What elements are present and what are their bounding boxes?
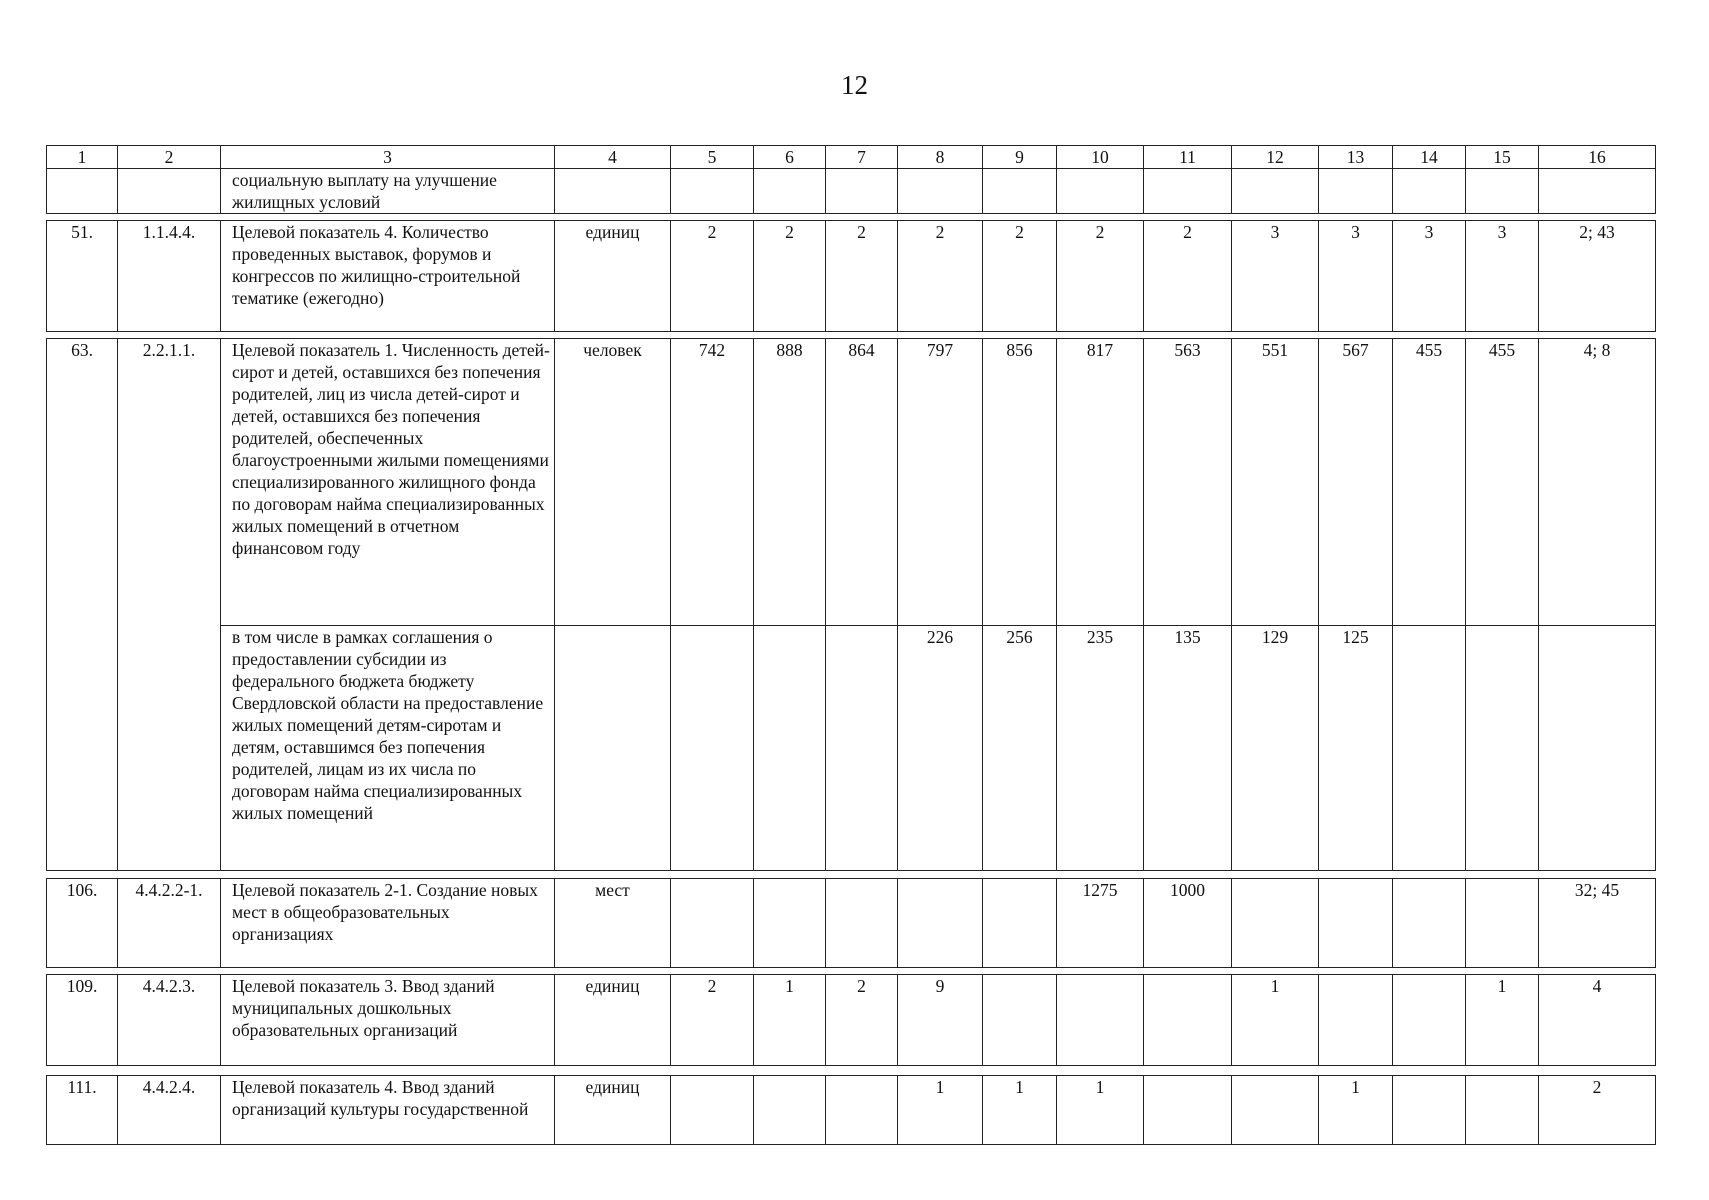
value-cell — [1466, 626, 1539, 871]
row-num: 111. — [47, 1076, 118, 1145]
row-unit: единиц — [555, 221, 671, 332]
row-reference: 2; 43 — [1539, 221, 1656, 332]
value-cell: 1000 — [1144, 879, 1232, 968]
row-code: 2.2.1.1. — [118, 339, 221, 871]
value-cell: 3 — [1393, 221, 1466, 332]
subrow-description: в том числе в рамках соглашения о предоставлении субсидии из федерального бюджета бюджету Свердловской области на предоставление жилых помещений детям-сиротам и детям, оставшимся без попечения родителей, лицам из их числа по договорам найма специализированных жилых помещений — [221, 626, 555, 871]
value-cell — [754, 879, 826, 968]
value-cell: 888 — [754, 339, 826, 626]
value-cell: 135 — [1144, 626, 1232, 871]
subrow-unit — [555, 626, 671, 871]
table-row — [47, 221, 1656, 332]
value-cell: 2 — [826, 975, 898, 1066]
row-description: Целевой показатель 2-1. Создание новых мест в общеобразовательных организациях — [221, 879, 555, 968]
value-cell: 3 — [1232, 221, 1319, 332]
column-number-row — [47, 146, 1656, 169]
value-cell: 1 — [1319, 1076, 1393, 1145]
table-row — [47, 879, 1656, 968]
col-num-6: 6 — [754, 146, 826, 169]
value-cell: 125 — [1319, 626, 1393, 871]
value-cell — [983, 975, 1057, 1066]
value-cell: 567 — [1319, 339, 1393, 626]
row-code: 4.4.2.2-1. — [118, 879, 221, 968]
value-cell: 1 — [1466, 975, 1539, 1066]
row-num: 51. — [47, 221, 118, 332]
value-cell: 2 — [898, 221, 983, 332]
value-cell: 817 — [1057, 339, 1144, 626]
value-cell: 226 — [898, 626, 983, 871]
value-cell: 455 — [1466, 339, 1539, 626]
value-cell: 2 — [1057, 221, 1144, 332]
indicator-block-106 — [46, 878, 1656, 968]
row-num: 109. — [47, 975, 118, 1066]
column-number-table — [46, 145, 1656, 214]
value-cell: 1 — [1232, 975, 1319, 1066]
value-cell — [1144, 975, 1232, 1066]
col-num-3: 3 — [221, 146, 555, 169]
value-cell — [1393, 879, 1466, 968]
value-cell — [1319, 879, 1393, 968]
value-cell: 2 — [671, 221, 754, 332]
value-cell: 563 — [1144, 339, 1232, 626]
value-cell: 2 — [671, 975, 754, 1066]
row-reference: 4 — [1539, 975, 1656, 1066]
value-cell — [826, 626, 898, 871]
value-cell: 455 — [1393, 339, 1466, 626]
row-num: 63. — [47, 339, 118, 871]
col-num-4: 4 — [555, 146, 671, 169]
value-cell — [1393, 1076, 1466, 1145]
value-cell: 1 — [898, 1076, 983, 1145]
value-cell: 3 — [1466, 221, 1539, 332]
col-num-2: 2 — [118, 146, 221, 169]
value-cell: 551 — [1232, 339, 1319, 626]
col-num-16: 16 — [1539, 146, 1656, 169]
value-cell — [754, 626, 826, 871]
value-cell — [1144, 1076, 1232, 1145]
table-row — [47, 975, 1656, 1066]
row-code: 1.1.4.4. — [118, 221, 221, 332]
value-cell: 1 — [1057, 1076, 1144, 1145]
value-cell: 235 — [1057, 626, 1144, 871]
row-code: 4.4.2.3. — [118, 975, 221, 1066]
value-cell: 3 — [1319, 221, 1393, 332]
continued-num — [47, 169, 118, 214]
value-cell — [1232, 1076, 1319, 1145]
value-cell: 1 — [754, 975, 826, 1066]
col-num-14: 14 — [1393, 146, 1466, 169]
value-cell: 256 — [983, 626, 1057, 871]
value-cell — [671, 1076, 754, 1145]
row-num: 106. — [47, 879, 118, 968]
col-num-7: 7 — [826, 146, 898, 169]
value-cell — [898, 879, 983, 968]
value-cell — [671, 626, 754, 871]
subrow-reference — [1539, 626, 1656, 871]
indicator-block-111 — [46, 1075, 1656, 1145]
col-num-11: 11 — [1144, 146, 1232, 169]
col-num-8: 8 — [898, 146, 983, 169]
col-num-9: 9 — [983, 146, 1057, 169]
value-cell: 2 — [754, 221, 826, 332]
col-num-15: 15 — [1466, 146, 1539, 169]
row-reference: 4; 8 — [1539, 339, 1656, 626]
value-cell — [1319, 975, 1393, 1066]
value-cell — [1232, 879, 1319, 968]
continued-code — [118, 169, 221, 214]
value-cell: 1275 — [1057, 879, 1144, 968]
col-num-10: 10 — [1057, 146, 1144, 169]
col-num-12: 12 — [1232, 146, 1319, 169]
row-unit: человек — [555, 339, 671, 626]
value-cell — [983, 879, 1057, 968]
continued-row — [47, 169, 1656, 214]
value-cell: 797 — [898, 339, 983, 626]
value-cell: 2 — [826, 221, 898, 332]
row-description: Целевой показатель 1. Численность детей-сирот и детей, оставшихся без попечения родителей, лиц из числа детей-сирот и детей, оставшихся без попечения родителей, обеспеченных благоустроенными жилыми помещениями специализированного жилищного фонда по договорам найма специализированных жилых помещений в отчетном финансовом году — [221, 339, 555, 626]
value-cell: 742 — [671, 339, 754, 626]
value-cell — [1393, 626, 1466, 871]
row-unit: единиц — [555, 1076, 671, 1145]
value-cell — [1466, 1076, 1539, 1145]
row-code: 4.4.2.4. — [118, 1076, 221, 1145]
indicator-block-51 — [46, 220, 1656, 332]
value-cell: 1 — [983, 1076, 1057, 1145]
value-cell: 856 — [983, 339, 1057, 626]
continued-text: социальную выплату на улучшение жилищных условий — [221, 169, 555, 214]
col-num-13: 13 — [1319, 146, 1393, 169]
indicator-block-109 — [46, 974, 1656, 1066]
row-description: Целевой показатель 3. Ввод зданий муниципальных дошкольных образовательных организаций — [221, 975, 555, 1066]
value-cell: 2 — [1144, 221, 1232, 332]
page-number: 12 — [841, 70, 868, 100]
col-num-1: 1 — [47, 146, 118, 169]
value-cell — [671, 879, 754, 968]
row-reference: 32; 45 — [1539, 879, 1656, 968]
row-description: Целевой показатель 4. Количество проведенных выставок, форумов и конгрессов по жилищно-строительной тематике (ежегодно) — [221, 221, 555, 332]
value-cell — [826, 879, 898, 968]
value-cell — [1057, 975, 1144, 1066]
row-description: Целевой показатель 4. Ввод зданий организаций культуры государственной — [221, 1076, 555, 1145]
value-cell — [1393, 975, 1466, 1066]
value-cell — [754, 1076, 826, 1145]
table-row — [47, 339, 1656, 626]
row-unit: единиц — [555, 975, 671, 1066]
value-cell: 129 — [1232, 626, 1319, 871]
value-cell — [826, 1076, 898, 1145]
value-cell: 2 — [983, 221, 1057, 332]
row-unit: мест — [555, 879, 671, 968]
table-row — [47, 1076, 1656, 1145]
col-num-5: 5 — [671, 146, 754, 169]
row-reference: 2 — [1539, 1076, 1656, 1145]
table-subrow — [47, 626, 1656, 871]
value-cell: 864 — [826, 339, 898, 626]
value-cell: 9 — [898, 975, 983, 1066]
value-cell — [1466, 879, 1539, 968]
indicator-block-63 — [46, 338, 1656, 871]
